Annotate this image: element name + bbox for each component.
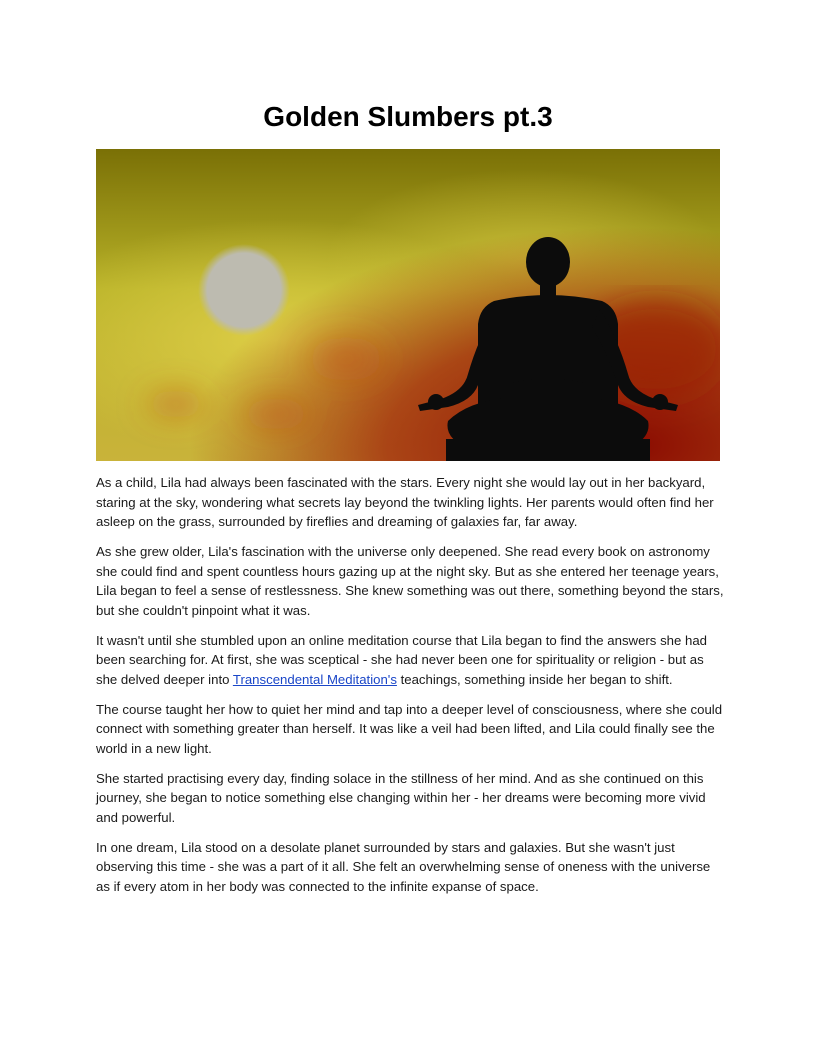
paragraph-3-after: teachings, something inside her began to shift. [396, 671, 673, 687]
page-title: Golden Slumbers pt.3 [263, 101, 553, 132]
paragraph-6: In one dream, Lila stood on a desolate planet surrounded by stars and galaxies. But she wasn't just observing this time - she was a part of it all. She felt an overwhelming sense of oneness with the universe as if every atom in her body was connected to the infinite expanse of space. [96, 839, 711, 894]
paragraph-3-before: It wasn't until she stumbled upon an online meditation course that Lila began to find the answers she had been searching for. At first, she was sceptical - she had never been one for spirituality or religion - but as she delved deeper into [96, 632, 707, 687]
meditation-silhouette-sunset-image [96, 149, 720, 461]
paragraph-5: She started practising every day, finding solace in the stillness of her mind. And as she continued on this journey, she began to notice something else changing within her - her dreams were becoming more vivid and powerful. [96, 770, 706, 825]
paragraph-1: As a child, Lila had always been fascinated with the stars. Every night she would lay out in her backyard, staring at the sky, wondering what secrets lay beyond the twinkling lights. Her parents would often find her asleep on the grass, surrounded by fireflies and dreaming of galaxies far, far away. [96, 475, 714, 529]
paragraph-3 [96, 631, 724, 690]
transcendental-meditation-link[interactable]: Transcendental Meditation's [232, 671, 397, 687]
story-body [96, 473, 724, 907]
paragraph-4: The course taught her how to quiet her mind and tap into a deeper level of consciousness, where she could connect with something greater than herself. It was like a veil had been lifted, and Lila could finally see the world in a new light. [96, 701, 723, 756]
paragraph-2: As she grew older, Lila's fascination with the universe only deepened. She read every book on astronomy she could find and spent countless hours gazing up at the night sky. But as she entered her teenage years, Lila began to feel a sense of restlessness. She knew something was out there, something beyond the stars, but she couldn't pinpoint what it was. [96, 544, 724, 618]
